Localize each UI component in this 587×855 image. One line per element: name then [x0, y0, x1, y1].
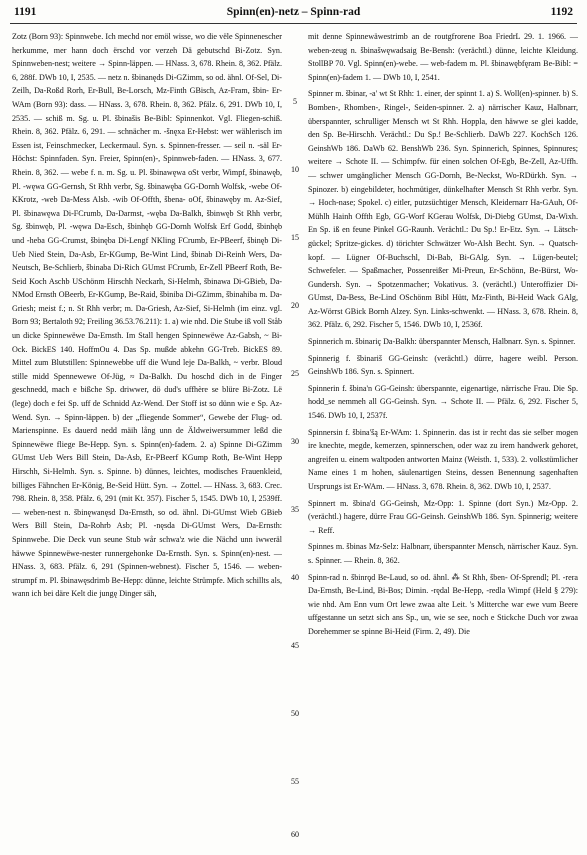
right-column — [308, 30, 578, 845]
line-number-gutter — [287, 30, 303, 845]
line-number: 30 — [291, 437, 299, 446]
page-number-right: 1192 — [550, 6, 573, 18]
line-number: 35 — [291, 505, 299, 514]
line-number: 40 — [291, 573, 299, 582]
header-rule — [10, 23, 577, 24]
line-number: 55 — [291, 777, 299, 786]
left-paragraph: Zotz (Born 93): Spinnwebe. Ich mechd nor emöl wisse, wo die vële Spinnenescher herkumme, mer hann doch ërschd vor verzeh Dä gebutschd Bi-Zotz. Syn. Spinnweben-nest; weitere → Spinn-läppen. — HNass. 3, 678. Rhein. 8, 362. Pfälz. 6, 288f. DWb 10, I, 2535. — netz n. šbinanęds Di-GZimm, so od. ähnl. Of-Sel, Di-Zeilh, Da-Roßd Rorh, Er-Bull, Be-Lorsch, Mz-Finth GBisch, Az-Fram, šbin- Er-WAm (Born 93): dass. — HNass. 3, 678. Rhein. 8, 362. Pfälz. 6, 291. DWb 10, I, 2535. — schiß m. Sg. u. Pl. šbinašis Be-Bibl: Spinnenkot. Vgl. Fliegen-schiß. Rhein. 8, 362. Pfälz. 6, 291. — schnächer m. -šnęxa Er-Hebst: wer wählerisch im Essen ist, Feinschmecker, Leckermaul. Syn. s. Spinnen-fresser. — seil n. -säl Er-Höchst: Spinnfaden. Syn. Freier, Spinn(en)-, Spinnweb-faden. — HNass. 3, 677. Rhein. 8, 362. — webe f. n. m. Sg. u. Pl. šbinawęwa oSt verbr, Wimpf, šbinawęb, Pl. -węwa GG-Gernsh, St Rhh verbr, Sg. šbinawęba GG-Dornh Wolfsk, -webe Of-KKrotz, -web Da-Mess Alsb. -wib Of-Offth, šbena- oOf, šbinawęby m. Az-Sief, Pl. šbinawęwa Di-FCrumb, Da-Darmst, -węba Da-Balkh, šbinwęb St Rhh verbr, Sg. šbinwęb, Pl. -węwa Da-Esch, šbinhęb GG-Dornh Wolfsk Erf Godd, šbinhęb und -heba GG-Crumst, šbinęba Di-Lengf NKling FCrumb, Er-PBeerf, šbinęb Di-Ueb Nied Stein, Da-Asb, Er-KGump, Be-Wint Lind, šbinab Di-Reinh Wers, Da-Neutsch, Be-Schlierb, šbinaba Di-Rich GUmst FCrumb, Er-Zell PBeerf Roth, Be-Seid Koch Aschb USchönm Hirschh Neckarh, Si-Helmh, šbinawa Di-GBieb, Da-NMod Ernsth OBeerb, Er-KGump, Be-Raid, šbiniba Di-GZimm, šbinahiba m. Da-Griesh; meist f.; n. St Rhh verbr; m. Da-Griesh, Az-Sief, Si-Helmh (im einz. vgl. Born 93; Bertaloth 92; Freiling 36.53.76.211): 1. a) wie nhd. Die Stube iß voll Ståb un dicke Spinnewëwe Da-Ernsth. Im Stall hengen Spinnewëwe Az-Gabsh, ~ Bi-Ock. BickES 140. HoffmOu 4. Das Sp. mußde abkehn GG-Treb. BickES 89. Mittel zum Blutstillen: Spinnewebbe uff die Wund leje Da-Balkh, ~ verbr. Bloud stille midd Spennewewe Of-Jüg, ≈ Da-Balkh. Du hoschd dich in de Finger geschnedd, mach e bißche Sp. driwwer, dö dud's uffhère se blüre Bi-Zotz. Lë (lege) doch e fei Sp. uff de Schnidd Az-Wend. Der Stoff ist so dünn wie e Sp. Az-Wend. Syn. → Spinn-läppen. b) der „fliegende Sommer“, Gewebe der Flug- od. Marienspinne. Es dauerd nedd mäih lång unn de Äldweiwersummer leßd die Spinnewëwe fliege Be-Hepp. Syn. s. Spinn(en)-fadem. 2. a) Spinne Di-GZimm GUmst Ueb Wers Bill Stein, Da-Asb, Er-PBeerf KGump Roth, Be-Wint Hepp Hirschh, Si-Helmh. Syn. s. Spinne. b) dünnes, leichtes, modisches Frauenkleid, billiges Fähnchen Er-König, Be-Seid Hütt. Syn. → Zottel. — HNass. 3, 683. Crec. 798. Rhein. 8, 358. Pfälz. 6, 291 (mit Kt. 357). Fischer 5, 1545. DWb 10, I, 2539ff. — weben-nest n. šbinęwanęsd Da-Ernsth, so od. ähnl. Di-GUmst Wieb GBieb Wers Bill Stein, Da-Rohrb Asb; Pl. -nęsda Di-GUmst Wers, Da-Ernsth: Spinnwebe. Die Deck vun seune Stub wår schwa'z wie die Nächd unn iwweräl häwwe Spinnewëwe-nester runnergehonke Da-Ernsth. Syn. s. Spinn(en)-nest. — HNass. 3, 683. Pfälz. 6, 291 (Spinnen-webnest). Fischer 5, 1546. — weben-strumpf m. Pl. šbinawęsdrimb Be-Hepp: dünne, leichte Strümpfe. Mich schillts als, wann ich bei däre Kelt die jungę Dinger säh, — [12, 32, 282, 599]
entry-spinnert: Spinnert m. šbina'd GG-Geinsh, Mz-Opp: 1. Spinne (dort Syn.) Mz-Opp. 2. (verächtl.) hagere, dürre Frau GG-Geinsh. GeinshWb 186. Syn. Spinnerig; weitere → Reff. — [308, 498, 578, 535]
entry-spinnerig: Spinnerig f. šbinariš GG-Geinsh: (verächtl.) dürre, hagere weibl. Person. GeinshWb 186. Syn. s. Spinnert. — [308, 353, 578, 377]
page-number-left: 1191 — [14, 6, 37, 18]
entry-spinnersin: Spinnersin f. šbina'šą Er-WAm: 1. Spinnerin. das ist ir recht das sie selber mogen ire knechte, megde, kemerzen, spinnerschen, oder waz zu irem handwerk gehoret, angreifen u. einem waltpoden antworten Mainz (Weisth. 1, 533). 2. volkstümlicher Name eines 1 m hohen, säulenartigen Steins, dessen Benennung sagenhaften Ursprungs ist Er-WAm. — HNass. 3, 678. Rhein. 8, 362. DWb 10, I, 2537. — [308, 427, 578, 491]
entry-spinn-rad: Spinn-rad n. šbinrǫd Be-Laud, so od. ähnl. ⁂ St Rhh, šben- Of-Sprendl; Pl. -rera Da-Ernsth, Be-Lind, Bi-Bos; Dimin. -rędal Be-Hepp, -redla Wimpf (Held § 279): wie nhd. Am Enn vum Ort lewe zwaa alte Leit. 's Mitterche war ewe vum Beere uffgestanne un setzt sich ans Sp., un, wie se see, noch e Stickche Duch vor zwaa Dorehemmer se spinne Bi-Heid (Firm. 2, 49). Die — [308, 572, 578, 636]
running-title: Spinn(en)-netz – Spinn-rad — [226, 6, 361, 18]
line-number: 60 — [291, 830, 299, 839]
entry-spinnerich: Spinnerich m. šbinariç Da-Balkh: überspannter Mensch, Halbnarr. Syn. s. Spinner. — [308, 337, 576, 347]
left-column — [12, 30, 282, 845]
line-number: 45 — [291, 641, 299, 650]
line-number: 10 — [291, 165, 299, 174]
line-number: 20 — [291, 301, 299, 310]
line-number: 15 — [291, 233, 299, 242]
line-number: 50 — [291, 709, 299, 718]
entry-spinnes: Spinnes m. šbinas Mz-Selz: Halbnarr, überspannter Mensch, närrischer Kauz. Syn. s. Spinner. — Rhein. 8, 362. — [308, 542, 578, 565]
entry-spinner: Spinner m. šbinar, -a' wt St Rhh: 1. einer, der spinnt 1. a) S. Woll(en)-spinner. b) S. Bomben-, Rhomben-, Ringel-, Seiden-spinner. 2. a) närrischer Kauz, Halbnarr, überspannter, schrulliger Mensch wt St Rhh. Hoppla, den häwwe se glei kadde, den Sp. Be-Hirschh. Verächtl.: Du Sp.! Be-Schlierb. DaWb 227. KochSch 126. GeinshWb 186. DaWb 62. BenshWb 236. Syn. Spinnerich, Spinnes, Spinnures; weitere → Schote II. — Schimpfw. für einen solchen Of-Egb, Be-Zell, Az-Uffh. — schwer umgänglicher Mensch GG-Dornh, Be-Neckst, Wo-RDürkh. Syn. → Spinozer. b) eingebildeter, hochmütiger, dünkelhafter Mensch St Rhh verbr. Syn. → Hoch-nase; Spokel. c) eitler, putzsüchtiger Mensch, Kleidernarr Ha-GAuh, Of-Mühlh Hainh Offth Egb, GG-Worf KGerau Wolfsk, Di-Diebg GUmst, Da-Wixh. En Sp. iß en feune Pinkel GG-Raunh. Verächtl.: Du Sp.! Er-Etz. Syn. → Lätsch-gückel; Spritze-gickes. d) törichter Schwätzer Wo-Alsh Becht. Syn. → Quatsch-kopf. — Lügner Of-Buchschl, Di-Bab, Bi-GAlg. Syn. → Lügen-beutel; Schwefeler. — Spaßmacher, Possenreißer Mi-Preun, Er-Schönn, Be-Bürst, Wo-Gundersh. Syn. → Spotzenmacher; Vokativus. 3. (verächtl.) Unteroffizier Di-GUmst, Da-Bess, Be-Lind OSchönm Bibl Hütt, Mz-Finth, Bi-Heid Wack GAlg, Az-Wörrst GBick Bornh Alzey. Syn. Links-schwenkt. — HNass. 3, 678. Rhein. 8, 362. Pfälz. 6, 292. Fischer 5, 1546. DWb 10, I, 2536f. — [308, 89, 578, 330]
entry-spinnerin: Spinnerin f. šbina'n GG-Geinsh: überspannte, eigenartige, närrische Frau. Die Sp. hodd_se nemmeh all GG-Geinsh. Syn. → Schote II. — Pfälz. 6, 292. Fischer 5, 1546. DWb 10, I, 2537f. — [308, 383, 578, 421]
right-paragraph: mit denne Spinnewäwestrimb an de routgfrorene Boa FriedrL 29. 1. 1966. — weben-zeug n. šbinašwęwadsaig Be-Bensh: (verächtl.) dünne, leichte Kleidung. StollBP 70. Vgl. Spinn(en)-webe. — web-fadem m. Pl. šbinawębfęram Be-Bibl: = Spinn(en)-fadem 1. — DWb 10, I, 2541. — [308, 32, 578, 82]
line-number: 5 — [293, 97, 297, 106]
page-header — [10, 6, 577, 24]
line-number: 25 — [291, 369, 299, 378]
